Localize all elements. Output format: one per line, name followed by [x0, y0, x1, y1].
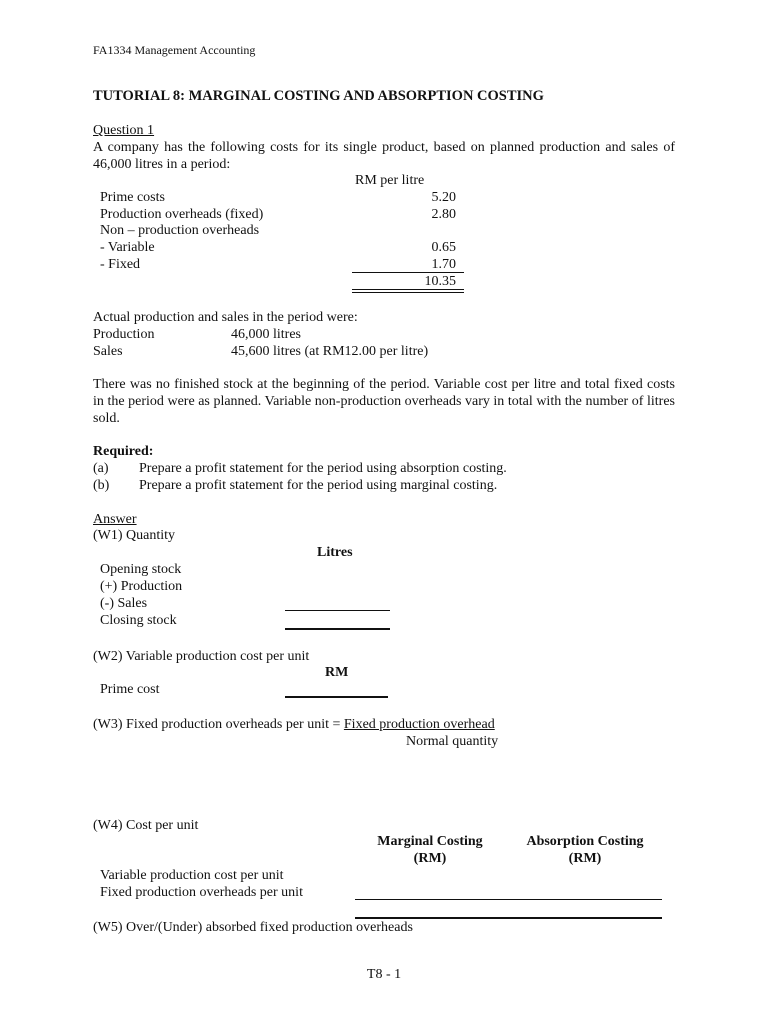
w4-title: (W4) Cost per unit	[93, 818, 199, 833]
w1-title: (W1) Quantity	[93, 528, 176, 543]
cost-row-value: 2.80	[431, 207, 456, 222]
w1-subtotal-rule	[285, 610, 390, 611]
cost-row-value: 0.65	[431, 240, 456, 255]
w4-col-marginal: Marginal Costing	[377, 834, 483, 849]
course-header: FA1334 Management Accounting	[93, 43, 256, 57]
w2-row: Prime cost	[100, 682, 160, 697]
w2-total-rule	[285, 696, 388, 698]
actual-label: Sales	[93, 344, 123, 359]
cost-row-value: 5.20	[431, 190, 456, 205]
w1-row: (+) Production	[100, 579, 183, 594]
w4-col-absorption-unit: (RM)	[568, 851, 602, 866]
cost-table-header: RM per litre	[355, 173, 425, 188]
w1-row: Closing stock	[100, 613, 177, 628]
cost-row-label: Prime costs	[100, 190, 165, 205]
required-item: Prepare a profit statement for the period using marginal costing.	[139, 478, 498, 493]
page-number: T8 - 1	[366, 967, 402, 982]
w3-denominator: Normal quantity	[406, 734, 499, 749]
w5-title: (W5) Over/(Under) absorbed fixed production overheads	[93, 920, 413, 935]
w4-col-marginal-unit: (RM)	[413, 851, 447, 866]
w2-column-header: RM	[325, 665, 349, 680]
answer-label: Answer	[93, 512, 137, 527]
w4-row: Variable production cost per unit	[100, 868, 284, 883]
w3-prefix: (W3) Fixed production overheads per unit =	[93, 717, 344, 732]
actual-value: 45,600 litres (at RM12.00 per litre)	[231, 344, 429, 359]
w1-column-header: Litres	[317, 545, 353, 560]
actual-value: 46,000 litres	[231, 327, 301, 342]
w4-col-absorption: Absorption Costing	[526, 834, 644, 849]
w2-title: (W2) Variable production cost per unit	[93, 649, 310, 664]
cost-row-label: - Fixed	[100, 257, 141, 272]
w1-row: (-) Sales	[100, 596, 148, 611]
w3-numerator: Fixed production overhead	[343, 717, 495, 732]
cost-total: 10.35	[424, 274, 456, 289]
total-double-rule	[352, 289, 464, 290]
required-label: Required:	[93, 444, 154, 459]
w1-total-rule	[285, 628, 390, 630]
w1-row: Opening stock	[100, 562, 182, 577]
page-title: TUTORIAL 8: MARGINAL COSTING AND ABSORPTION COSTING	[93, 88, 544, 104]
cost-row-label: Production overheads (fixed)	[100, 207, 264, 222]
w4-row: Fixed production overheads per unit	[100, 885, 303, 900]
question-intro: A company has the following costs for its single product, based on planned production and sales of 46,000 litres in a period:	[93, 140, 675, 172]
required-marker: (b)	[93, 478, 110, 493]
question-label: Question 1	[93, 123, 155, 138]
w3-formula	[93, 716, 495, 733]
cost-row-label: - Variable	[100, 240, 155, 255]
total-double-rule	[352, 292, 464, 293]
actual-intro: Actual production and sales in the period were:	[93, 310, 358, 325]
required-marker: (a)	[93, 461, 109, 476]
question-notes: There was no finished stock at the beginning of the period. Variable cost per litre and total fixed costs in the period were as planned. Variable non-production overheads vary in total with the number of litres sold.	[93, 377, 675, 426]
w4-subtotal-rule	[355, 899, 662, 900]
required-item: Prepare a profit statement for the period using absorption costing.	[139, 461, 507, 476]
actual-label: Production	[93, 327, 155, 342]
cost-row-label: Non – production overheads	[100, 223, 260, 238]
cost-row-value: 1.70	[431, 257, 456, 272]
